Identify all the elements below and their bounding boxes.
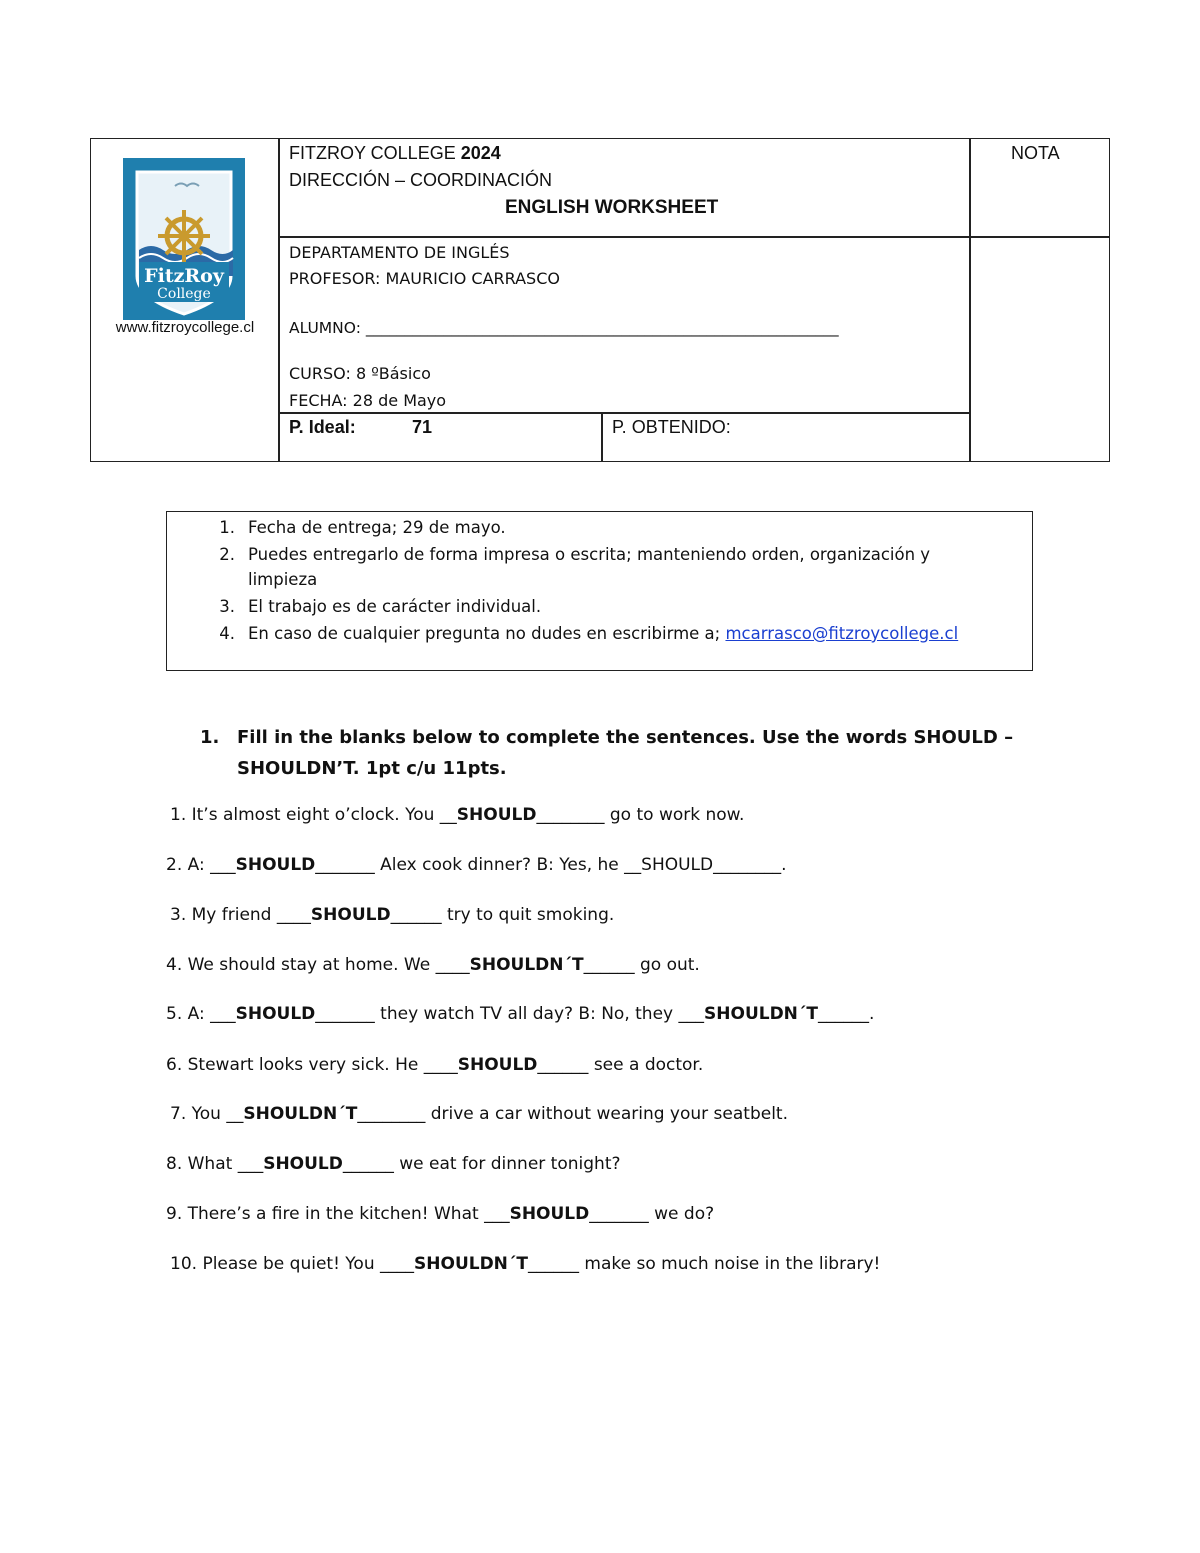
college-website: www.fitzroycollege.cl xyxy=(115,319,255,336)
header-table xyxy=(90,138,1110,462)
answer: SHOULDN´T xyxy=(414,1254,529,1274)
sentence-1: 1. It’s almost eight o’clock. You __SHOULD________ go to work now. xyxy=(170,805,745,825)
sentence-7: 7. You __SHOULDN´T________ drive a car without wearing your seatbelt. xyxy=(170,1104,788,1124)
svg-text:College: College xyxy=(157,286,211,302)
answer: SHOULDN´T xyxy=(469,955,584,975)
ideal-score-value: 71 xyxy=(412,417,433,437)
department-label: DEPARTAMENTO DE INGLÉS xyxy=(289,243,510,262)
sentence-8: 8. What ___SHOULD______ we eat for dinner tonight? xyxy=(166,1154,621,1174)
sentence-9: 9. There’s a fire in the kitchen! What ___SHOULD_______ we do? xyxy=(166,1204,715,1224)
worksheet-title: ENGLISH WORKSHEET xyxy=(505,197,719,218)
student-name-field[interactable]: ALUMNO: _____________________________________________________________ xyxy=(289,319,839,337)
nota-label: NOTA xyxy=(1011,143,1060,163)
obtained-score-label: P. OBTENIDO: xyxy=(612,417,731,437)
answer: SHOULD xyxy=(456,805,537,825)
sentence-6: 6. Stewart looks very sick. He ____SHOULD______ see a doctor. xyxy=(166,1055,704,1075)
answer: SHOULD xyxy=(310,905,391,925)
answer: SHOULD xyxy=(235,855,316,875)
date-label: FECHA: 28 de Mayo xyxy=(289,391,447,410)
logo-cell xyxy=(91,139,279,461)
answer: SHOULDN´T xyxy=(704,1004,819,1024)
instructions-box: 1. Fecha de entrega; 29 de mayo. 2. Puedes entregarlo de forma impresa o escrita; manteniendo orden, organización y limpieza 3. El trabajo es de carácter individual. 4. En caso de cualquier pregunta no dudes en escribirme a; mcarrasco@fitzroycollege.cl xyxy=(166,511,1033,671)
svg-text:FitzRoy: FitzRoy xyxy=(144,265,224,287)
answer: SHOULDN´T xyxy=(243,1104,358,1124)
teacher-email-link[interactable]: mcarrasco@fitzroycollege.cl xyxy=(725,624,959,643)
answer: SHOULD xyxy=(509,1204,590,1224)
answer: SHOULD xyxy=(263,1154,343,1174)
sentence-2: 2. A: ___SHOULD_______ Alex cook dinner? B: Yes, he __SHOULD________. xyxy=(166,855,787,875)
sentence-10: 10. Please be quiet! You ____SHOULDN´T______ make so much noise in the library! xyxy=(170,1254,881,1274)
divider xyxy=(278,236,1109,238)
teacher-label: PROFESOR: MAURICIO CARRASCO xyxy=(289,269,560,288)
college-crest-logo xyxy=(123,158,245,320)
ideal-score-label: P. Ideal: xyxy=(289,417,356,437)
sentence-4: 4. We should stay at home. We ____SHOULDN´T______ go out. xyxy=(166,955,700,975)
divider xyxy=(601,412,603,461)
divider xyxy=(278,412,971,414)
direction-label: DIRECCIÓN – COORDINACIÓN xyxy=(289,170,553,190)
sentence-3: 3. My friend ____SHOULD______ try to quit smoking. xyxy=(170,905,615,925)
answer: SHOULD xyxy=(457,1055,538,1075)
sentence-5: 5. A: ___SHOULD_______ they watch TV all day? B: No, they ___SHOULDN´T______. xyxy=(166,1004,875,1024)
school-year: 2024 xyxy=(460,143,501,163)
course-label: CURSO: 8 ºBásico xyxy=(289,364,431,383)
answer: SHOULD xyxy=(235,1004,316,1024)
college-name: FITZROY COLLEGE 2024 xyxy=(289,143,501,163)
